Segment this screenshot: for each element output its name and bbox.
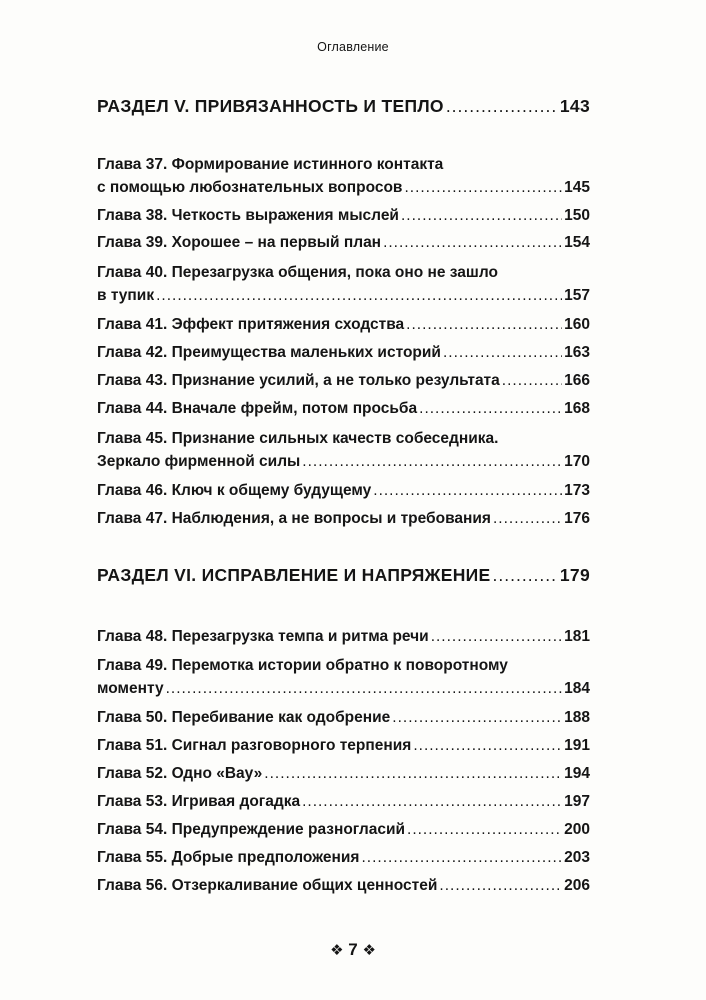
dot-leader: [404, 178, 562, 197]
page-number: 145: [564, 179, 590, 196]
page-number: 194: [564, 765, 590, 782]
page-footer: [0, 940, 706, 960]
toc-entry: [97, 792, 590, 811]
dot-leader: [446, 96, 558, 117]
entry-line: Глава 51. Сигнал разговорного терпения: [97, 737, 412, 754]
dot-leader: [439, 876, 562, 895]
toc-entry: [97, 233, 590, 252]
section-title: [97, 565, 590, 586]
toc-entry: [97, 399, 590, 418]
entry-line: Глава 40. Перезагрузка общения, пока оно не зашло: [97, 264, 498, 281]
dot-leader: [361, 848, 562, 867]
dot-leader: [413, 736, 562, 755]
toc-entry: [97, 848, 590, 867]
toc-entry: [97, 764, 590, 783]
entry-line: Глава 45. Признание сильных качеств собеседника.: [97, 430, 499, 447]
toc-entry: [97, 820, 590, 839]
toc-entry: [97, 627, 590, 646]
toc-entry: [97, 481, 590, 500]
toc-entry: [97, 206, 590, 225]
page-number: 173: [564, 482, 590, 499]
entry-line: Глава 38. Четкость выражения мыслей: [97, 207, 399, 224]
dot-leader: [302, 452, 562, 471]
page-number: 160: [564, 316, 590, 333]
dot-leader: [419, 399, 562, 418]
entry-line: Глава 46. Ключ к общему будущему: [97, 482, 372, 499]
page-number: 206: [564, 877, 590, 894]
entry-line: Глава 41. Эффект притяжения сходства: [97, 316, 405, 333]
page-number: 200: [564, 821, 590, 838]
entry-line: Глава 48. Перезагрузка темпа и ритма речи: [97, 628, 429, 645]
page-number: 181: [564, 628, 590, 645]
entry-line: Глава 50. Перебивание как одобрение: [97, 709, 391, 726]
page-number: 163: [564, 344, 590, 361]
toc-entry: [97, 263, 590, 305]
entry-line: Глава 39. Хорошее – на первый план: [97, 234, 382, 251]
toc-entry: [97, 343, 590, 362]
page-number: 170: [564, 453, 590, 470]
footer-page-number: 7: [348, 940, 358, 959]
dot-leader: [302, 792, 562, 811]
entry-line: Глава 44. Вначале фрейм, потом просьба: [97, 400, 418, 417]
dot-leader: [493, 509, 562, 528]
dot-leader: [401, 206, 562, 225]
dot-leader: [392, 708, 562, 727]
entry-line: Глава 42. Преимущества маленьких историй: [97, 344, 441, 361]
entry-line: с помощью любознательных вопросов: [97, 179, 403, 196]
entry-line: Глава 43. Признание усилий, а не только результата: [97, 372, 500, 389]
page-number: 197: [564, 793, 590, 810]
ornament-icon: ❖: [362, 942, 376, 959]
toc-entry: [97, 708, 590, 727]
dot-leader: [406, 315, 562, 334]
dot-leader: [156, 286, 562, 305]
toc-entry: [97, 656, 590, 698]
page-number: 191: [564, 737, 590, 754]
page-number: 184: [564, 680, 590, 697]
entry-line: Глава 54. Предупреждение разногласий: [97, 821, 406, 838]
entry-line: Глава 47. Наблюдения, а не вопросы и требования: [97, 510, 491, 527]
toc-entry: [97, 509, 590, 528]
page-number: 179: [559, 565, 590, 585]
dot-leader: [383, 233, 562, 252]
entry-line: Глава 37. Формирование истинного контакта: [97, 156, 444, 173]
entry-line: Глава 53. Игривая догадка: [97, 793, 301, 810]
dot-leader: [264, 764, 562, 783]
entry-line: Глава 55. Добрые предположения: [97, 849, 360, 866]
page-number: 203: [564, 849, 590, 866]
dot-leader: [502, 371, 562, 390]
section-label: РАЗДЕЛ V. ПРИВЯЗАННОСТЬ И ТЕПЛО: [97, 96, 444, 116]
toc-entry: [97, 315, 590, 334]
toc-entry: [97, 429, 590, 471]
section-label: РАЗДЕЛ VI. ИСПРАВЛЕНИЕ И НАПРЯЖЕНИЕ: [97, 565, 491, 585]
ornament-icon: ❖: [330, 942, 344, 959]
page-number: 150: [564, 207, 590, 224]
page-number: 166: [564, 372, 590, 389]
page-header: Оглавление: [317, 40, 389, 54]
page-number: 188: [564, 709, 590, 726]
page-number: 143: [559, 96, 590, 116]
dot-leader: [166, 679, 563, 698]
dot-leader: [373, 481, 562, 500]
page-number: 168: [564, 400, 590, 417]
entry-line: Глава 52. Одно «Вау»: [97, 765, 263, 782]
dot-leader: [493, 565, 558, 586]
section-title: [97, 96, 590, 117]
entry-line: Зеркало фирменной силы: [97, 453, 301, 470]
toc-entry: [97, 736, 590, 755]
dot-leader: [443, 343, 562, 362]
entry-line: моменту: [97, 680, 164, 697]
toc-entry: [97, 371, 590, 390]
dot-leader: [431, 627, 562, 646]
page-number: 157: [564, 287, 590, 304]
dot-leader: [407, 820, 562, 839]
toc-entry: [97, 876, 590, 895]
entry-line: в тупик: [97, 287, 155, 304]
page-number: 176: [564, 510, 590, 527]
entry-line: Глава 49. Перемотка истории обратно к поворотному: [97, 657, 508, 674]
toc-entry: [97, 155, 590, 197]
page-number: 154: [564, 234, 590, 251]
entry-line: Глава 56. Отзеркаливание общих ценностей: [97, 877, 438, 894]
